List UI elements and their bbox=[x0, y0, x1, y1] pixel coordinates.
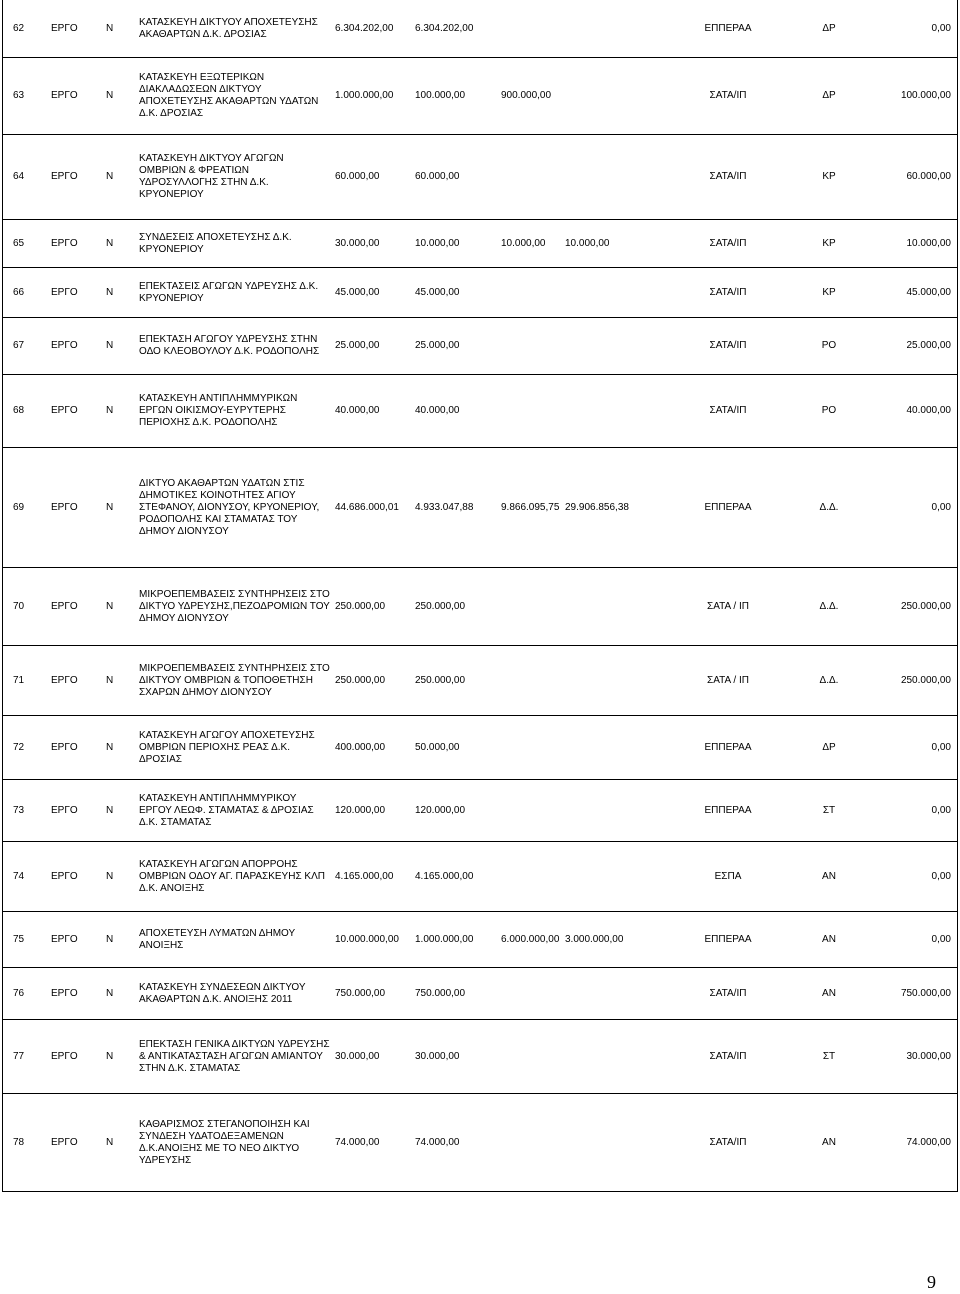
row-funding-source: ΣΑΤΑ/ΙΠ bbox=[709, 340, 747, 351]
table-row bbox=[3, 1020, 957, 1094]
row-category: Ν bbox=[106, 933, 114, 945]
row-description: ΚΑΤΑΣΚΕΥΗ ΑΓΩΓΩΝ ΑΠΟΡΡΟΗΣ ΟΜΒΡΙΩΝ ΟΔΟΥ ΑΓ. ΠΑΡΑΣΚΕΥΗΣ ΚΛΠ Δ.Κ. ΑΝΟΙΞΗΣ bbox=[139, 858, 325, 894]
row-funding-source: ΣΑΤΑ/ΙΠ bbox=[709, 90, 747, 101]
row-number: 65 bbox=[13, 237, 25, 249]
table-row bbox=[3, 135, 957, 220]
row-funding-source: ΣΑΤΑ/ΙΠ bbox=[709, 987, 747, 999]
row-category: Ν bbox=[106, 405, 114, 416]
row-final-amount: 250.000,00 bbox=[900, 674, 951, 686]
row-final-amount: 40.000,00 bbox=[906, 405, 951, 416]
row-amount-2 bbox=[501, 968, 573, 1019]
row-number: 77 bbox=[13, 1050, 25, 1062]
row-amount-1: 4.165.000,00 bbox=[415, 870, 474, 882]
row-number: 71 bbox=[13, 674, 25, 686]
row-amount-2 bbox=[501, 646, 573, 715]
row-amount-3 bbox=[565, 568, 637, 645]
row-category: Ν bbox=[106, 286, 114, 298]
row-description: ΚΑΤΑΣΚΕΥΗ ΔΙΚΤΥΟΥ ΑΠΟΧΕΤΕΥΣΗΣ ΑΚΑΘΑΡΤΩΝ Δ.Κ. ΔΡΟΣΙΑΣ bbox=[139, 16, 318, 40]
row-total-budget: 30.000,00 bbox=[335, 1050, 380, 1062]
row-category: Ν bbox=[106, 804, 114, 816]
row-funding-source: ΣΑΤΑ / ΙΠ bbox=[707, 674, 749, 686]
row-amount-3 bbox=[565, 58, 637, 134]
row-funding-source: ΕΠΠΕΡΑΑ bbox=[704, 804, 752, 816]
row-number: 62 bbox=[13, 22, 25, 34]
row-amount-3 bbox=[565, 780, 637, 841]
row-total-budget: 4.165.000,00 bbox=[335, 870, 394, 882]
row-final-amount: 750.000,00 bbox=[900, 987, 951, 999]
row-area-code: ΚΡ bbox=[822, 286, 836, 298]
row-total-budget: 6.304.202,00 bbox=[335, 22, 394, 34]
row-number: 73 bbox=[13, 804, 25, 816]
row-amount-3 bbox=[565, 716, 637, 779]
row-amount-1: 25.000,00 bbox=[415, 340, 460, 351]
table-row bbox=[3, 780, 957, 842]
row-total-budget: 30.000,00 bbox=[335, 237, 380, 249]
row-final-amount: 0,00 bbox=[931, 870, 951, 882]
row-description: ΚΑΤΑΣΚΕΥΗ ΔΙΚΤΥΟΥ ΑΓΩΓΩΝ ΟΜΒΡΙΩΝ & ΦΡΕΑΤΙΩΝ ΥΔΡΟΣΥΛΛΟΓΗΣ ΣΤΗΝ Δ.Κ. ΚΡΥΟΝΕΡΙΟΥ bbox=[139, 153, 284, 200]
row-amount-2 bbox=[501, 0, 573, 57]
row-amount-1: 74.000,00 bbox=[415, 1137, 460, 1148]
row-total-budget: 750.000,00 bbox=[335, 987, 386, 999]
row-amount-3 bbox=[565, 135, 637, 219]
row-number: 74 bbox=[13, 870, 25, 882]
row-amount-2 bbox=[501, 1094, 573, 1192]
row-number: 72 bbox=[13, 741, 25, 753]
row-total-budget: 40.000,00 bbox=[335, 405, 380, 416]
row-type: ΕΡΓΟ bbox=[51, 171, 78, 182]
row-amount-3: 29.906.856,38 bbox=[565, 501, 629, 513]
row-amount-3 bbox=[565, 646, 637, 715]
row-description: ΚΑΘΑΡΙΣΜΟΣ ΣΤΕΓΑΝΟΠΟΙΗΣΗ ΚΑΙ ΣΥΝΔΕΣΗ ΥΔΑΤΟΔΕΞΑΜΕΝΩΝ Δ.Κ.ΑΝΟΙΞΗΣ ΜΕ ΤΟ ΝΕΟ ΔΙΚΤΥΟ ΥΔΡΕΥΣΗΣ bbox=[139, 1119, 310, 1166]
row-funding-source: ΕΠΠΕΡΑΑ bbox=[704, 741, 752, 753]
row-funding-source: ΣΑΤΑ/ΙΠ bbox=[709, 171, 747, 182]
row-amount-3 bbox=[565, 1094, 637, 1192]
row-type: ΕΡΓΟ bbox=[51, 870, 78, 882]
row-area-code: Δ.Δ. bbox=[819, 600, 839, 612]
row-number: 75 bbox=[13, 933, 25, 945]
row-type: ΕΡΓΟ bbox=[51, 987, 78, 999]
row-amount-2: 6.000.000,00 bbox=[501, 933, 560, 945]
row-area-code: ΡΟ bbox=[821, 340, 837, 351]
row-amount-3 bbox=[565, 0, 637, 57]
page-number: 9 bbox=[927, 1272, 936, 1292]
row-amount-2 bbox=[501, 318, 573, 374]
row-amount-1: 750.000,00 bbox=[415, 987, 466, 999]
row-category: Ν bbox=[106, 741, 114, 753]
row-total-budget: 60.000,00 bbox=[335, 171, 380, 182]
row-type: ΕΡΓΟ bbox=[51, 674, 78, 686]
row-type: ΕΡΓΟ bbox=[51, 933, 78, 945]
row-amount-2 bbox=[501, 1020, 573, 1093]
table-row bbox=[3, 220, 957, 268]
row-final-amount: 0,00 bbox=[931, 741, 951, 753]
table-row bbox=[3, 1094, 957, 1192]
row-amount-2: 900.000,00 bbox=[501, 90, 552, 101]
row-area-code: ΑΝ bbox=[822, 870, 836, 882]
row-final-amount: 60.000,00 bbox=[906, 171, 951, 182]
row-number: 78 bbox=[13, 1137, 25, 1148]
row-type: ΕΡΓΟ bbox=[51, 22, 78, 34]
row-category: Ν bbox=[106, 674, 114, 686]
row-funding-source: ΕΠΠΕΡΑΑ bbox=[704, 933, 752, 945]
row-amount-1: 100.000,00 bbox=[415, 90, 466, 101]
row-amount-2: 10.000,00 bbox=[501, 237, 546, 249]
row-total-budget: 120.000,00 bbox=[335, 804, 386, 816]
row-amount-3 bbox=[565, 268, 637, 317]
row-description: ΚΑΤΑΣΚΕΥΗ ΕΞΩΤΕΡΙΚΩΝ ΔΙΑΚΛΑΔΩΣΕΩΝ ΔΙΚΤΥΟΥ ΑΠΟΧΕΤΕΥΣΗΣ ΑΚΑΘΑΡΤΩΝ ΥΔΑΤΩΝ Δ.Κ. ΔΡΟΣΙΑΣ bbox=[139, 72, 319, 119]
row-type: ΕΡΓΟ bbox=[51, 286, 78, 298]
row-type: ΕΡΓΟ bbox=[51, 1050, 78, 1062]
row-final-amount: 10.000,00 bbox=[906, 237, 951, 249]
row-type: ΕΡΓΟ bbox=[51, 405, 78, 416]
row-total-budget: 44.686.000,01 bbox=[335, 501, 399, 513]
row-final-amount: 250.000,00 bbox=[900, 600, 951, 612]
projects-table bbox=[2, 0, 958, 1192]
row-number: 69 bbox=[13, 501, 25, 513]
row-amount-1: 1.000.000,00 bbox=[415, 933, 474, 945]
row-amount-1: 4.933.047,88 bbox=[415, 501, 474, 513]
row-category: Ν bbox=[106, 870, 114, 882]
row-amount-3 bbox=[565, 1020, 637, 1093]
table-row bbox=[3, 842, 957, 912]
row-area-code: ΣΤ bbox=[822, 1050, 836, 1062]
row-final-amount: 25.000,00 bbox=[906, 340, 951, 351]
row-amount-1: 40.000,00 bbox=[415, 405, 460, 416]
row-description: ΚΑΤΑΣΚΕΥΗ ΑΝΤΙΠΛΗΜΜΥΡΙΚΟΥ ΕΡΓΟΥ ΛΕΩΦ. ΣΤΑΜΑΤΑΣ & ΔΡΟΣΙΑΣ Δ.Κ. ΣΤΑΜΑΤΑΣ bbox=[139, 792, 314, 828]
row-amount-1: 30.000,00 bbox=[415, 1050, 460, 1062]
row-amount-2 bbox=[501, 135, 573, 219]
row-amount-2 bbox=[501, 780, 573, 841]
table-row bbox=[3, 716, 957, 780]
row-category: Ν bbox=[106, 501, 114, 513]
row-area-code: ΡΟ bbox=[821, 405, 837, 416]
row-amount-1: 50.000,00 bbox=[415, 741, 460, 753]
row-description: ΕΠΕΚΤΑΣΗ ΑΓΩΓΟΥ ΥΔΡΕΥΣΗΣ ΣΤΗΝ ΟΔΟ ΚΛΕΟΒΟΥΛΟΥ Δ.Κ. ΡΟΔΟΠΟΛΗΣ bbox=[139, 334, 320, 357]
row-funding-source: ΕΣΠΑ bbox=[714, 870, 742, 882]
row-total-budget: 45.000,00 bbox=[335, 286, 380, 298]
row-funding-source: ΣΑΤΑ/ΙΠ bbox=[709, 1137, 747, 1148]
row-description: ΚΑΤΑΣΚΕΥΗ ΑΝΤΙΠΛΗΜΜΥΡΙΚΩΝ ΕΡΓΩΝ ΟΙΚΙΣΜΟΥ-ΕΥΡΥΤΕΡΗΣ ΠΕΡΙΟΧΗΣ Δ.Κ. ΡΟΔΟΠΟΛΗΣ bbox=[139, 393, 298, 428]
row-amount-2: 9.866.095,75 bbox=[501, 501, 560, 513]
row-amount-2 bbox=[501, 375, 573, 447]
row-amount-2 bbox=[501, 716, 573, 779]
row-final-amount: 0,00 bbox=[931, 804, 951, 816]
row-amount-2 bbox=[501, 568, 573, 645]
table-row bbox=[3, 318, 957, 375]
row-type: ΕΡΓΟ bbox=[51, 741, 78, 753]
row-final-amount: 0,00 bbox=[931, 933, 951, 945]
table-row bbox=[3, 912, 957, 968]
row-total-budget: 25.000,00 bbox=[335, 340, 380, 351]
row-area-code: ΚΡ bbox=[822, 171, 836, 182]
row-number: 63 bbox=[13, 90, 25, 101]
row-area-code: ΔΡ bbox=[822, 741, 836, 753]
row-total-budget: 250.000,00 bbox=[335, 674, 386, 686]
row-category: Ν bbox=[106, 340, 114, 351]
table-row bbox=[3, 646, 957, 716]
row-amount-3 bbox=[565, 375, 637, 447]
row-area-code: Δ.Δ. bbox=[819, 674, 839, 686]
row-type: ΕΡΓΟ bbox=[51, 804, 78, 816]
row-description: ΚΑΤΑΣΚΕΥΗ ΣΥΝΔΕΣΕΩΝ ΔΙΚΤΥΟΥ ΑΚΑΘΑΡΤΩΝ Δ.Κ. ΑΝΟΙΞΗΣ 2011 bbox=[139, 981, 306, 1005]
table-row bbox=[3, 448, 957, 568]
row-amount-1: 250.000,00 bbox=[415, 674, 466, 686]
row-area-code: ΑΝ bbox=[822, 1137, 836, 1148]
row-total-budget: 1.000.000,00 bbox=[335, 90, 394, 101]
row-funding-source: ΣΑΤΑ/ΙΠ bbox=[709, 1050, 747, 1062]
row-area-code: ΔΡ bbox=[822, 22, 836, 34]
row-final-amount: 45.000,00 bbox=[906, 286, 951, 298]
row-amount-1: 10.000,00 bbox=[415, 237, 460, 249]
row-number: 76 bbox=[13, 987, 25, 999]
row-funding-source: ΣΑΤΑ/ΙΠ bbox=[709, 286, 747, 298]
row-area-code: Δ.Δ. bbox=[819, 501, 839, 513]
row-type: ΕΡΓΟ bbox=[51, 237, 78, 249]
row-area-code: ΣΤ bbox=[822, 804, 836, 816]
row-category: Ν bbox=[106, 987, 114, 999]
table-row bbox=[3, 0, 957, 58]
row-amount-3: 10.000,00 bbox=[565, 237, 610, 249]
row-category: Ν bbox=[106, 1137, 114, 1148]
row-category: Ν bbox=[106, 1050, 114, 1062]
row-description: ΣΥΝΔΕΣΕΙΣ ΑΠΟΧΕΤΕΥΣΗΣ Δ.Κ. ΚΡΥΟΝΕΡΙΟΥ bbox=[139, 231, 292, 255]
row-type: ΕΡΓΟ bbox=[51, 501, 78, 513]
row-amount-1: 120.000,00 bbox=[415, 804, 466, 816]
row-amount-3 bbox=[565, 318, 637, 374]
row-amount-3 bbox=[565, 842, 637, 911]
row-area-code: ΑΝ bbox=[822, 933, 836, 945]
row-description: ΜΙΚΡΟΕΠΕΜΒΑΣΕΙΣ ΣΥΝΤΗΡΗΣΕΙΣ ΣΤΟ ΔΙΚΤΥΟΥ ΟΜΒΡΙΩΝ & ΤΟΠΟΘΕΤΗΣΗ ΣΧΑΡΩΝ ΔΗΜΟΥ ΔΙΟΝΥΣΟΥ bbox=[139, 662, 330, 698]
row-type: ΕΡΓΟ bbox=[51, 340, 78, 351]
table-row bbox=[3, 968, 957, 1020]
row-type: ΕΡΓΟ bbox=[51, 600, 78, 612]
table-row bbox=[3, 58, 957, 135]
row-funding-source: ΣΑΤΑ/ΙΠ bbox=[709, 405, 747, 416]
row-funding-source: ΣΑΤΑ/ΙΠ bbox=[709, 237, 747, 249]
row-category: Ν bbox=[106, 22, 114, 34]
row-description: ΕΠΕΚΤΑΣΕΙΣ ΑΓΩΓΩΝ ΥΔΡΕΥΣΗΣ Δ.Κ. ΚΡΥΟΝΕΡΙΟΥ bbox=[139, 280, 319, 304]
row-description: ΚΑΤΑΣΚΕΥΗ ΑΓΩΓΟΥ ΑΠΟΧΕΤΕΥΣΗΣ ΟΜΒΡΙΩΝ ΠΕΡΙΟΧΗΣ ΡΕΑΣ Δ.Κ. ΔΡΟΣΙΑΣ bbox=[139, 729, 315, 765]
row-amount-3 bbox=[565, 968, 637, 1019]
row-category: Ν bbox=[106, 90, 114, 101]
row-number: 70 bbox=[13, 600, 25, 612]
row-number: 64 bbox=[13, 171, 25, 182]
row-total-budget: 400.000,00 bbox=[335, 741, 386, 753]
row-amount-2 bbox=[501, 268, 573, 317]
row-number: 67 bbox=[13, 340, 25, 351]
row-final-amount: 100.000,00 bbox=[900, 90, 951, 101]
table-row bbox=[3, 375, 957, 448]
row-total-budget: 250.000,00 bbox=[335, 600, 386, 612]
row-number: 68 bbox=[13, 405, 25, 416]
row-description: ΑΠΟΧΕΤΕΥΣΗ ΛΥΜΑΤΩΝ ΔΗΜΟΥ ΑΝΟΙΞΗΣ bbox=[139, 927, 296, 951]
row-category: Ν bbox=[106, 237, 114, 249]
row-area-code: ΑΝ bbox=[822, 987, 836, 999]
row-amount-1: 60.000,00 bbox=[415, 171, 460, 182]
row-total-budget: 74.000,00 bbox=[335, 1137, 380, 1148]
row-amount-2 bbox=[501, 842, 573, 911]
table-row bbox=[3, 268, 957, 318]
row-funding-source: ΕΠΠΕΡΑΑ bbox=[704, 22, 752, 34]
row-final-amount: 0,00 bbox=[931, 22, 951, 34]
row-final-amount: 30.000,00 bbox=[906, 1050, 951, 1062]
row-description: ΕΠΕΚΤΑΣΗ ΓΕΝΙΚΑ ΔΙΚΤΥΩΝ ΥΔΡΕΥΣΗΣ & ΑΝΤΙΚΑΤΑΣΤΑΣΗ ΑΓΩΓΩΝ ΑΜΙΑΝΤΟΥ ΣΤΗΝ Δ.Κ. ΣΤΑΜΑΤΑΣ bbox=[139, 1038, 330, 1074]
row-description: ΔΙΚΤΥΟ ΑΚΑΘΑΡΤΩΝ ΥΔΑΤΩΝ ΣΤΙΣ ΔΗΜΟΤΙΚΕΣ ΚΟΙΝΟΤΗΤΕΣ ΑΓΙΟΥ ΣΤΕΦΑΝΟΥ, ΔΙΟΝΥΣΟΥ, ΚΡΥΟΝΕΡΙΟΥ, ΡΟΔΟΠΟΛΗΣ ΚΑΙ ΣΤΑΜΑΤΑΣ ΤΟΥ ΔΗΜΟΥ ΔΙΟΝΥΣΟΥ bbox=[139, 477, 320, 537]
row-amount-1: 250.000,00 bbox=[415, 600, 466, 612]
row-area-code: ΔΡ bbox=[822, 90, 836, 101]
row-funding-source: ΣΑΤΑ / ΙΠ bbox=[707, 600, 749, 612]
row-category: Ν bbox=[106, 171, 114, 182]
row-area-code: ΚΡ bbox=[822, 237, 836, 249]
row-final-amount: 0,00 bbox=[931, 501, 951, 513]
row-category: Ν bbox=[106, 600, 114, 612]
row-amount-3: 3.000.000,00 bbox=[565, 933, 624, 945]
row-type: ΕΡΓΟ bbox=[51, 1137, 78, 1148]
row-amount-1: 6.304.202,00 bbox=[415, 22, 474, 34]
row-total-budget: 10.000.000,00 bbox=[335, 933, 399, 945]
row-type: ΕΡΓΟ bbox=[51, 90, 78, 101]
row-final-amount: 74.000,00 bbox=[906, 1137, 951, 1148]
row-amount-1: 45.000,00 bbox=[415, 286, 460, 298]
table-row bbox=[3, 568, 957, 646]
row-description: ΜΙΚΡΟΕΠΕΜΒΑΣΕΙΣ ΣΥΝΤΗΡΗΣΕΙΣ ΣΤΟ ΔΙΚΤΥΟ ΥΔΡΕΥΣΗΣ,ΠΕΖΟΔΡΟΜΙΩΝ ΤΟΥ ΔΗΜΟΥ ΔΙΟΝΥΣΟΥ bbox=[139, 588, 330, 624]
row-number: 66 bbox=[13, 286, 25, 298]
row-funding-source: ΕΠΠΕΡΑΑ bbox=[704, 501, 752, 513]
